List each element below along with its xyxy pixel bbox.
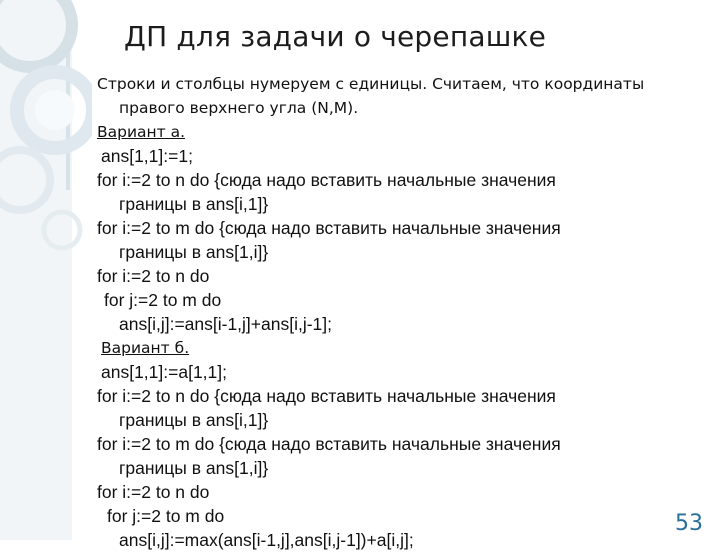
variant-b-heading: Вариант б.: [101, 339, 190, 357]
code-line: ans[1,1]:=a[1,1];: [101, 362, 227, 382]
code-line: ans[i,j]:=ans[i-1,j]+ans[i,j-1];: [119, 314, 333, 334]
page-number: 53: [675, 511, 703, 536]
variant-a-heading: Вариант а.: [97, 123, 186, 141]
code-line: ans[i,j]:=max(ans[i-1,j],ans[i,j-1])+a[i,j];: [119, 530, 414, 550]
code-line: for i:=2 to n do {сюда надо вставить начальные значения: [97, 170, 556, 190]
code-line: for i:=2 to n do: [97, 266, 210, 286]
decorative-rings-graphic: [0, 0, 92, 540]
body-line: правого верхнего угла (N,M).: [119, 99, 359, 117]
slide-body: [97, 72, 697, 552]
code-line: ans[1,1]:=1;: [101, 146, 193, 166]
code-line: for i:=2 to n do {сюда надо вставить начальные значения: [97, 386, 556, 406]
code-line: for i:=2 to m do {сюда надо вставить начальные значения: [97, 434, 561, 454]
code-line: границы в ans[i,1]}: [119, 410, 269, 430]
body-line: Строки и столбцы нумеруем с единицы. Считаем, что координаты: [97, 75, 645, 93]
code-line: for i:=2 to m do {сюда надо вставить начальные значения: [97, 218, 561, 238]
slide-title: ДП для задачи о черепашке: [124, 20, 547, 53]
code-line: границы в ans[i,1]}: [119, 194, 269, 214]
code-line: границы в ans[1,i]}: [119, 458, 269, 478]
code-line: for i:=2 to n do: [97, 482, 210, 502]
code-line: for j:=2 to m do: [104, 290, 222, 310]
code-line: for j:=2 to m do: [107, 506, 225, 526]
code-line: границы в ans[1,i]}: [119, 242, 269, 262]
decorative-background: [0, 0, 92, 540]
